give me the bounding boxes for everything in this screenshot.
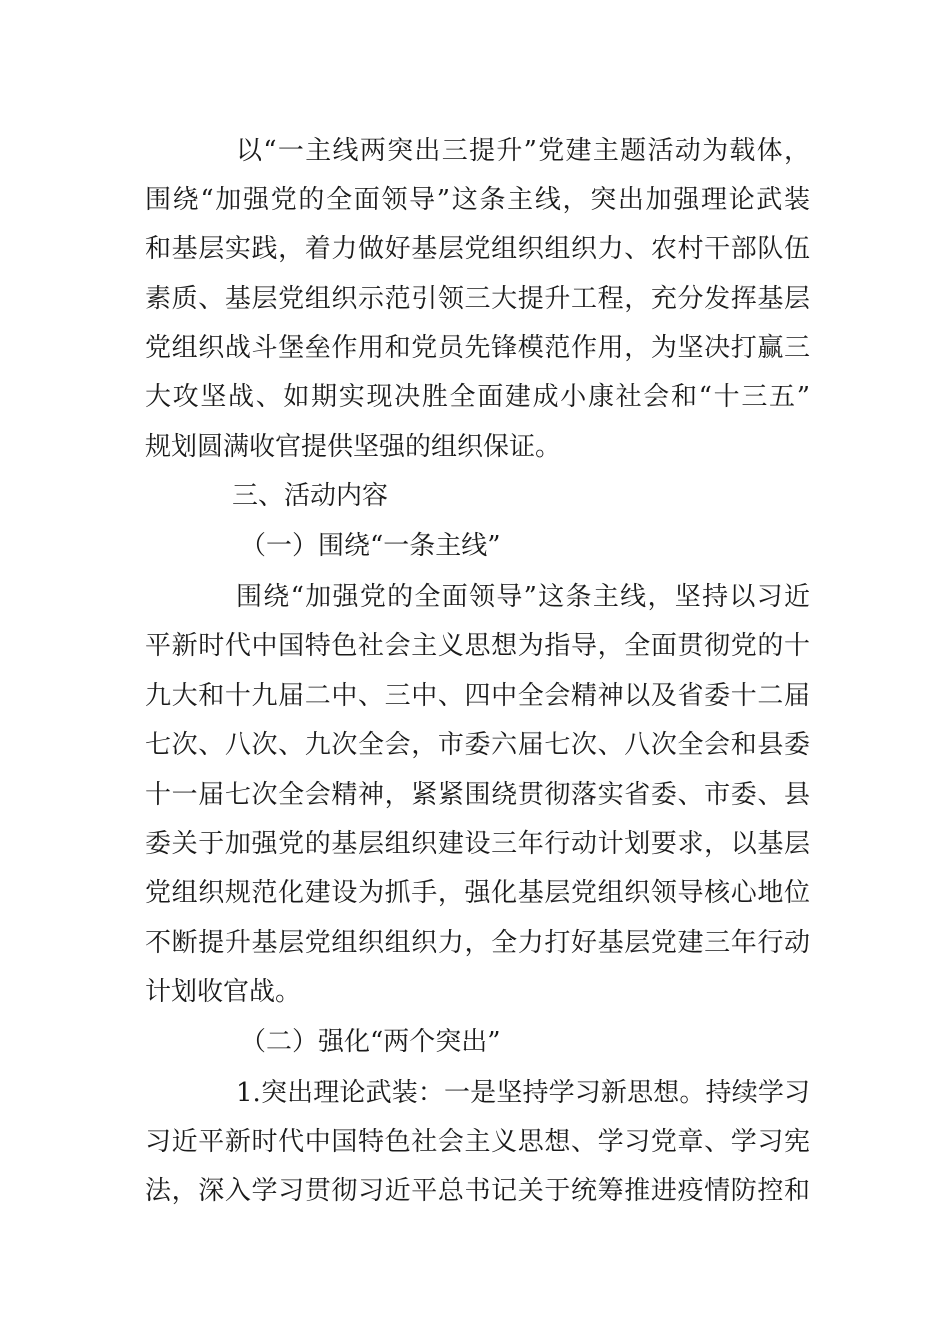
- paragraph-line: 规划圆满收官提供坚强的组织保证。: [145, 432, 562, 462]
- paragraph-line: 习近平新时代中国特色社会主义思想、学习党章、学习宪: [145, 1127, 810, 1157]
- paragraph-line: 围绕“加强党的全面领导”这条主线，突出加强理论武装: [145, 185, 810, 215]
- paragraph-line: 党组织战斗堡垒作用和党员先锋模范作用，为坚决打赢三: [145, 333, 810, 363]
- section-heading: 三、活动内容: [232, 481, 389, 511]
- paragraph-line: 平新时代中国特色社会主义思想为指导，全面贯彻党的十: [145, 631, 810, 661]
- subsection-heading: （二）强化“两个突出”: [240, 1027, 501, 1057]
- paragraph-line: 七次、八次、九次全会，市委六届七次、八次全会和县委: [145, 730, 810, 760]
- paragraph-line: 计划收官战。: [145, 977, 302, 1007]
- paragraph-line: 法，深入学习贯彻习近平总书记关于统筹推进疫情防控和: [145, 1176, 810, 1206]
- paragraph-line: 不断提升基层党组织组织力，全力打好基层党建三年行动: [145, 928, 810, 958]
- paragraph-line: 十一届七次全会精神，紧紧围绕贯彻落实省委、市委、县: [145, 780, 810, 810]
- paragraph-line: 以“一主线两突出三提升”党建主题活动为载体，: [236, 136, 810, 166]
- paragraph-line: 和基层实践，着力做好基层党组织组织力、农村干部队伍: [145, 234, 810, 264]
- subsection-heading: （一）围绕“一条主线”: [240, 531, 501, 561]
- paragraph-line: 九大和十九届二中、三中、四中全会精神以及省委十二届: [145, 681, 810, 711]
- paragraph-line: 围绕“加强党的全面领导”这条主线，坚持以习近: [236, 582, 810, 612]
- paragraph-line: 委关于加强党的基层组织建设三年行动计划要求，以基层: [145, 829, 810, 859]
- paragraph-line: 大攻坚战、如期实现决胜全面建成小康社会和“十三五”: [145, 382, 810, 412]
- paragraph-line: 素质、基层党组织示范引领三大提升工程，充分发挥基层: [145, 284, 810, 314]
- paragraph-line: 1.突出理论武装：一是坚持学习新思想。持续学习: [236, 1078, 810, 1108]
- paragraph-line: 党组织规范化建设为抓手，强化基层党组织领导核心地位: [145, 878, 810, 908]
